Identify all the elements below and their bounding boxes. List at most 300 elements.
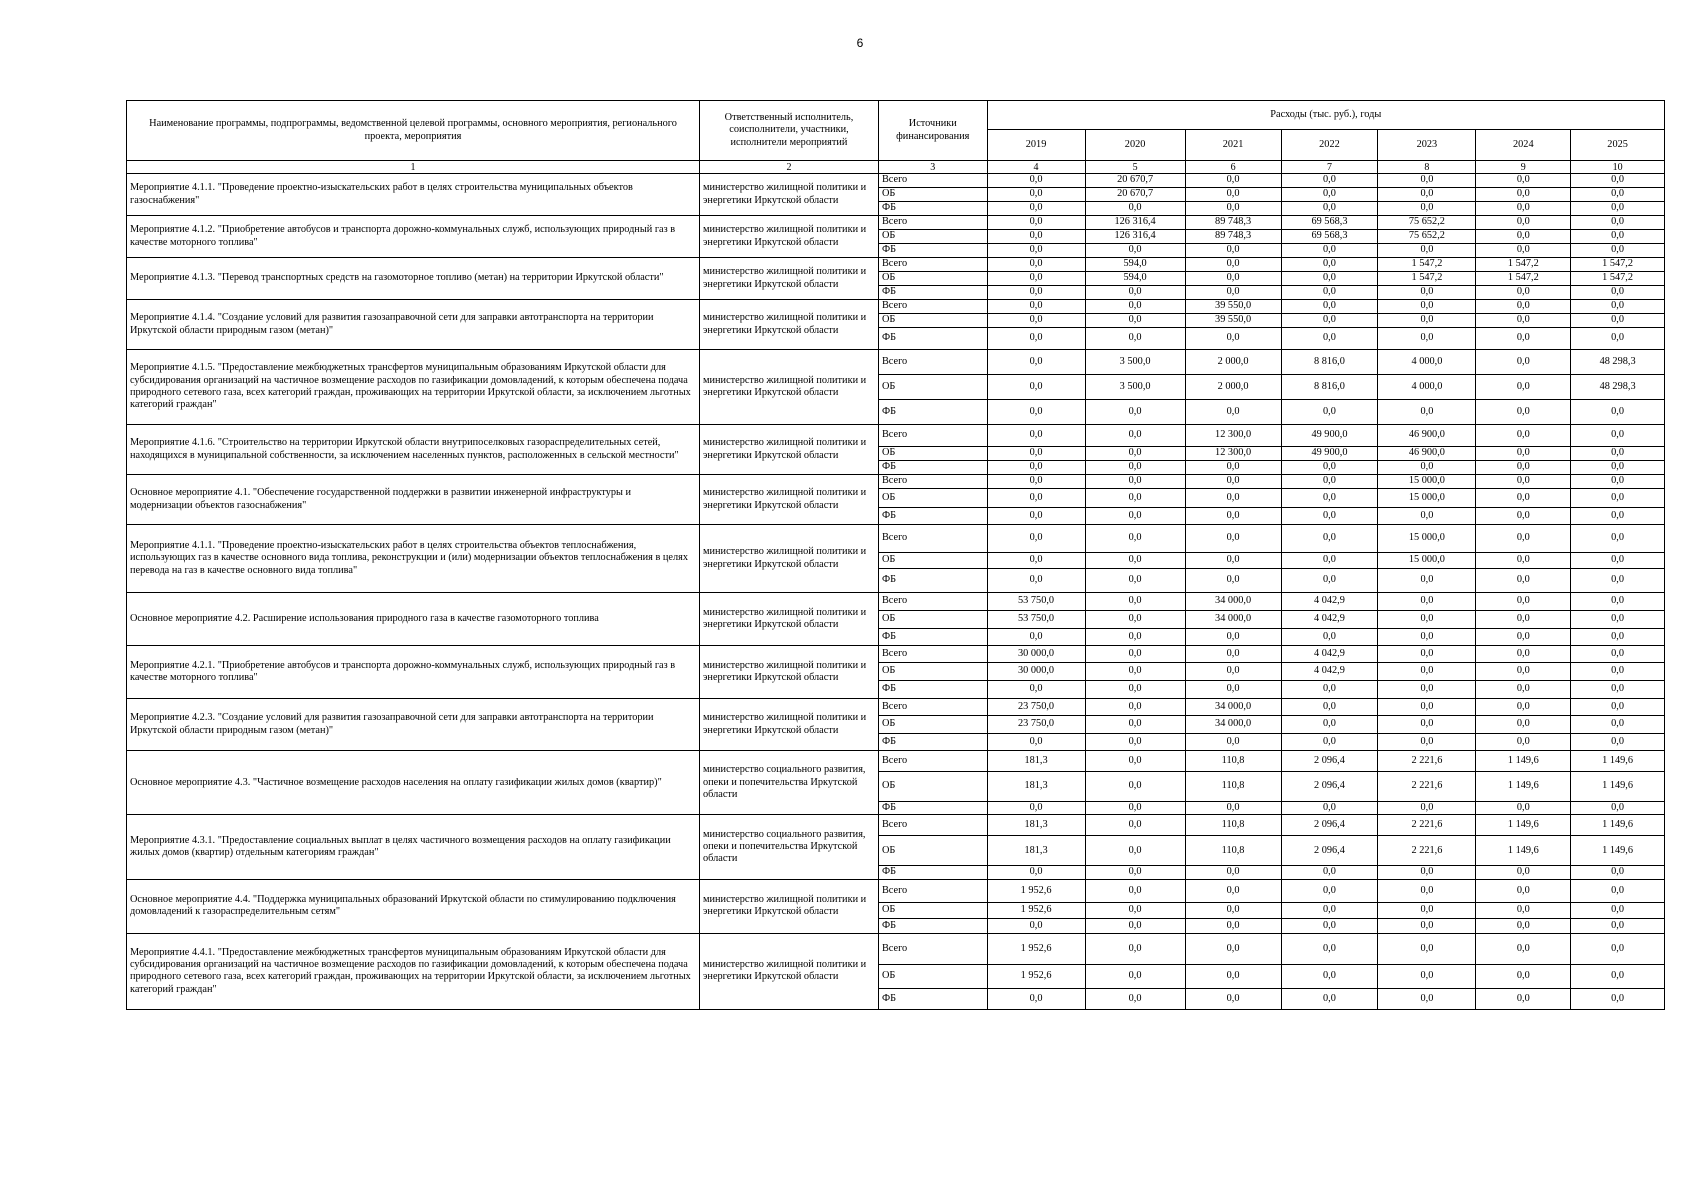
expense-value: 39 550,0	[1185, 300, 1281, 314]
expense-value: 0,0	[1378, 461, 1476, 475]
expense-value: 0,0	[1085, 300, 1185, 314]
expense-value: 49 900,0	[1281, 425, 1378, 447]
expense-value: 0,0	[1378, 286, 1476, 300]
column-number: 5	[1085, 161, 1185, 174]
expense-value: 0,0	[1476, 244, 1571, 258]
expense-value: 2 221,6	[1378, 815, 1476, 836]
expense-value: 0,0	[987, 461, 1085, 475]
responsible-executor: министерство жилищной политики и энергетики Иркутской области	[700, 699, 879, 751]
funding-source: ФБ	[878, 569, 987, 593]
column-number: 6	[1185, 161, 1281, 174]
expense-value: 0,0	[1571, 681, 1665, 699]
expense-value: 0,0	[1571, 569, 1665, 593]
expense-value: 0,0	[1476, 314, 1571, 328]
responsible-executor: министерство жилищной политики и энергетики Иркутской области	[700, 425, 879, 475]
expense-value: 23 750,0	[987, 716, 1085, 734]
funding-source: ОБ	[878, 272, 987, 286]
expense-value: 0,0	[1476, 611, 1571, 629]
expense-value: 0,0	[1378, 314, 1476, 328]
expense-value: 1 149,6	[1571, 772, 1665, 802]
expense-value: 0,0	[987, 350, 1085, 375]
expense-value: 0,0	[1185, 328, 1281, 350]
expense-value: 1 547,2	[1571, 272, 1665, 286]
expense-value: 0,0	[1185, 988, 1281, 1009]
expense-value: 0,0	[1185, 174, 1281, 188]
expense-value: 0,0	[1185, 902, 1281, 918]
expense-value: 0,0	[987, 447, 1085, 461]
expense-value: 0,0	[1085, 918, 1185, 933]
expense-value: 0,0	[1571, 629, 1665, 646]
expense-value: 0,0	[1281, 569, 1378, 593]
expense-value: 0,0	[1085, 508, 1185, 525]
expense-value: 0,0	[1476, 802, 1571, 815]
expense-value: 3 500,0	[1085, 375, 1185, 400]
table-row	[127, 350, 1665, 375]
funding-source: ОБ	[878, 716, 987, 734]
expense-value: 0,0	[1281, 300, 1378, 314]
expense-value: 0,0	[1476, 933, 1571, 964]
expense-value: 0,0	[1378, 593, 1476, 611]
expense-value: 20 670,7	[1085, 174, 1185, 188]
expense-value: 1 547,2	[1476, 258, 1571, 272]
responsible-executor: министерство жилищной политики и энергетики Иркутской области	[700, 300, 879, 350]
expense-value: 0,0	[1185, 244, 1281, 258]
expense-value: 1 547,2	[1378, 258, 1476, 272]
column-number: 2	[700, 161, 879, 174]
funding-source: ФБ	[878, 286, 987, 300]
expense-value: 15 000,0	[1378, 475, 1476, 489]
expense-value: 0,0	[1378, 244, 1476, 258]
expense-value: 0,0	[1085, 553, 1185, 569]
expense-value: 0,0	[1571, 902, 1665, 918]
expense-value: 0,0	[1476, 475, 1571, 489]
expense-value: 0,0	[1378, 918, 1476, 933]
expense-value: 0,0	[1281, 681, 1378, 699]
expense-value: 0,0	[987, 489, 1085, 508]
funding-source: ФБ	[878, 681, 987, 699]
expense-value: 0,0	[1476, 447, 1571, 461]
expense-value: 181,3	[987, 815, 1085, 836]
expense-value: 1 149,6	[1571, 836, 1665, 866]
expense-value: 0,0	[1378, 174, 1476, 188]
measure-name: Мероприятие 4.1.2. "Приобретение автобусов и транспорта дорожно-коммунальных служб, использующих природный газ в качестве моторного топлива"	[127, 216, 700, 258]
expense-value: 0,0	[987, 425, 1085, 447]
expense-value: 0,0	[1378, 611, 1476, 629]
expense-value: 0,0	[1571, 286, 1665, 300]
funding-source: ОБ	[878, 314, 987, 328]
expense-value: 0,0	[1571, 699, 1665, 716]
expense-value: 0,0	[1571, 475, 1665, 489]
expense-value: 0,0	[987, 508, 1085, 525]
expense-value: 0,0	[1085, 425, 1185, 447]
expense-value: 0,0	[1378, 508, 1476, 525]
expense-value: 0,0	[1476, 553, 1571, 569]
table-row	[127, 879, 1665, 902]
expense-value: 0,0	[987, 866, 1085, 879]
expense-value: 0,0	[1281, 988, 1378, 1009]
expense-value: 0,0	[1571, 663, 1665, 681]
measure-name: Мероприятие 4.1.1. "Проведение проектно-изыскательских работ в целях строительства муниципальных объектов газоснабжения"	[127, 174, 700, 216]
expense-value: 75 652,2	[1378, 230, 1476, 244]
expense-value: 0,0	[1281, 461, 1378, 475]
expense-value: 0,0	[1378, 879, 1476, 902]
expense-value: 2 000,0	[1185, 375, 1281, 400]
table-row	[127, 751, 1665, 772]
table-body	[127, 174, 1665, 1010]
expense-value: 0,0	[1571, 328, 1665, 350]
responsible-executor: министерство жилищной политики и энергетики Иркутской области	[700, 350, 879, 425]
expense-value: 89 748,3	[1185, 230, 1281, 244]
expense-value: 0,0	[1571, 933, 1665, 964]
expense-value: 49 900,0	[1281, 447, 1378, 461]
expense-value: 0,0	[987, 174, 1085, 188]
expense-value: 4 042,9	[1281, 593, 1378, 611]
responsible-executor: министерство жилищной политики и энергетики Иркутской области	[700, 216, 879, 258]
expense-value: 15 000,0	[1378, 525, 1476, 553]
expense-value: 0,0	[987, 328, 1085, 350]
expense-value: 0,0	[1281, 508, 1378, 525]
expense-value: 1 149,6	[1571, 815, 1665, 836]
funding-source: ОБ	[878, 663, 987, 681]
funding-source: Всего	[878, 699, 987, 716]
measure-name: Мероприятие 4.2.3. "Создание условий для развития газозаправочной сети для заправки автотранспорта на территории Иркутской области природным газом (метан)"	[127, 699, 700, 751]
expense-value: 0,0	[1571, 447, 1665, 461]
expense-value: 0,0	[1281, 489, 1378, 508]
expense-value: 30 000,0	[987, 646, 1085, 663]
expense-value: 0,0	[1185, 461, 1281, 475]
expense-value: 0,0	[1571, 646, 1665, 663]
expense-value: 15 000,0	[1378, 489, 1476, 508]
expense-value: 0,0	[1476, 174, 1571, 188]
expense-value: 0,0	[1281, 699, 1378, 716]
expense-value: 2 221,6	[1378, 836, 1476, 866]
expense-value: 0,0	[1476, 230, 1571, 244]
table-row	[127, 258, 1665, 272]
expense-value: 46 900,0	[1378, 425, 1476, 447]
expense-value: 110,8	[1185, 815, 1281, 836]
expense-value: 0,0	[1185, 188, 1281, 202]
expense-value: 126 316,4	[1085, 216, 1185, 230]
expense-value: 0,0	[1571, 314, 1665, 328]
measure-name: Основное мероприятие 4.3. "Частичное возмещение расходов населения на оплату газификации жилых домов (квартир)"	[127, 751, 700, 815]
expense-value: 0,0	[987, 802, 1085, 815]
expense-value: 0,0	[1281, 918, 1378, 933]
expense-value: 0,0	[1085, 569, 1185, 593]
funding-source: ОБ	[878, 902, 987, 918]
column-number: 4	[987, 161, 1085, 174]
responsible-executor: министерство жилищной политики и энергетики Иркутской области	[700, 475, 879, 525]
expense-value: 0,0	[987, 553, 1085, 569]
expense-value: 46 900,0	[1378, 447, 1476, 461]
expense-value: 0,0	[1281, 314, 1378, 328]
header-sources: Источники финансирования	[878, 101, 987, 161]
table-row	[127, 933, 1665, 964]
column-number: 9	[1476, 161, 1571, 174]
measure-name: Основное мероприятие 4.2. Расширение использования природного газа в качестве газомоторного топлива	[127, 593, 700, 646]
expense-value: 0,0	[987, 272, 1085, 286]
expense-value: 0,0	[1476, 202, 1571, 216]
expense-value: 0,0	[987, 569, 1085, 593]
responsible-executor: министерство жилищной политики и энергетики Иркутской области	[700, 174, 879, 216]
expense-value: 0,0	[987, 400, 1085, 425]
expense-value: 0,0	[1185, 202, 1281, 216]
expense-value: 1 149,6	[1476, 815, 1571, 836]
header-year: 2022	[1281, 130, 1378, 161]
expense-value: 0,0	[1185, 629, 1281, 646]
expense-value: 1 149,6	[1476, 772, 1571, 802]
expense-value: 0,0	[1476, 918, 1571, 933]
expense-value: 0,0	[1185, 286, 1281, 300]
expense-value: 4 000,0	[1378, 350, 1476, 375]
measure-name: Основное мероприятие 4.4. "Поддержка муниципальных образований Иркутской области по стимулированию подключения домовладений к газораспределительным сетям"	[127, 879, 700, 933]
expense-value: 0,0	[987, 300, 1085, 314]
expense-value: 0,0	[1571, 553, 1665, 569]
header-name: Наименование программы, подпрограммы, ведомственной целевой программы, основного мероприятия, регионального проекта, мероприятия	[127, 101, 700, 161]
funding-source: Всего	[878, 933, 987, 964]
expense-value: 0,0	[1185, 508, 1281, 525]
expense-value: 181,3	[987, 836, 1085, 866]
expense-value: 0,0	[1185, 569, 1281, 593]
funding-source: Всего	[878, 216, 987, 230]
expense-value: 0,0	[1378, 866, 1476, 879]
expense-value: 34 000,0	[1185, 593, 1281, 611]
expense-value: 0,0	[1571, 216, 1665, 230]
table-row	[127, 525, 1665, 553]
expense-value: 0,0	[1085, 328, 1185, 350]
expense-value: 0,0	[1378, 188, 1476, 202]
expense-value: 0,0	[1185, 933, 1281, 964]
expense-value: 48 298,3	[1571, 375, 1665, 400]
funding-source: ФБ	[878, 508, 987, 525]
expense-value: 0,0	[1085, 461, 1185, 475]
expense-value: 0,0	[987, 216, 1085, 230]
expense-value: 12 300,0	[1185, 447, 1281, 461]
expense-value: 0,0	[1185, 553, 1281, 569]
expense-value: 0,0	[987, 230, 1085, 244]
expense-value: 0,0	[1085, 964, 1185, 988]
expense-value: 0,0	[1085, 751, 1185, 772]
expense-value: 0,0	[1185, 489, 1281, 508]
expense-value: 69 568,3	[1281, 230, 1378, 244]
expense-value: 4 042,9	[1281, 646, 1378, 663]
expense-value: 15 000,0	[1378, 553, 1476, 569]
funding-source: Всего	[878, 425, 987, 447]
expense-value: 2 221,6	[1378, 751, 1476, 772]
expense-value: 0,0	[1378, 300, 1476, 314]
expense-value: 0,0	[1085, 699, 1185, 716]
funding-source: ОБ	[878, 553, 987, 569]
expense-value: 0,0	[1085, 593, 1185, 611]
expense-value: 1 547,2	[1476, 272, 1571, 286]
expense-value: 0,0	[1085, 447, 1185, 461]
expense-value: 110,8	[1185, 751, 1281, 772]
expense-value: 0,0	[1185, 879, 1281, 902]
expense-value: 0,0	[1185, 525, 1281, 553]
expense-value: 0,0	[1281, 866, 1378, 879]
header-expenses: Расходы (тыс. руб.), годы	[987, 101, 1664, 130]
expense-value: 1 547,2	[1378, 272, 1476, 286]
expense-value: 0,0	[1185, 802, 1281, 815]
funding-source: Всего	[878, 593, 987, 611]
header-year: 2024	[1476, 130, 1571, 161]
funding-source: ФБ	[878, 866, 987, 879]
column-number: 10	[1571, 161, 1665, 174]
expense-value: 0,0	[1085, 866, 1185, 879]
funding-source: ОБ	[878, 375, 987, 400]
expense-value: 4 000,0	[1378, 375, 1476, 400]
expense-value: 0,0	[1571, 244, 1665, 258]
expense-value: 110,8	[1185, 772, 1281, 802]
table-row	[127, 300, 1665, 314]
funding-source: Всего	[878, 751, 987, 772]
expense-value: 1 547,2	[1571, 258, 1665, 272]
expense-value: 34 000,0	[1185, 716, 1281, 734]
funding-source: ФБ	[878, 918, 987, 933]
expense-value: 0,0	[1476, 716, 1571, 734]
table-row	[127, 815, 1665, 836]
funding-source: Всего	[878, 350, 987, 375]
expense-value: 2 096,4	[1281, 836, 1378, 866]
expense-value: 0,0	[1085, 879, 1185, 902]
expense-value: 0,0	[987, 681, 1085, 699]
table-row	[127, 475, 1665, 489]
expense-value: 2 096,4	[1281, 815, 1378, 836]
expense-value: 0,0	[1281, 475, 1378, 489]
funding-source: ФБ	[878, 244, 987, 258]
expense-value: 0,0	[1378, 629, 1476, 646]
expense-value: 0,0	[1476, 350, 1571, 375]
expense-value: 0,0	[1185, 866, 1281, 879]
expense-value: 0,0	[1281, 902, 1378, 918]
expense-value: 0,0	[1085, 489, 1185, 508]
expense-value: 0,0	[1378, 202, 1476, 216]
expense-value: 0,0	[1476, 489, 1571, 508]
expense-value: 0,0	[1571, 802, 1665, 815]
expense-value: 0,0	[1378, 646, 1476, 663]
expense-value: 1 149,6	[1476, 751, 1571, 772]
expense-value: 0,0	[1185, 258, 1281, 272]
expense-value: 69 568,3	[1281, 216, 1378, 230]
expense-value: 0,0	[1476, 699, 1571, 716]
expense-value: 0,0	[987, 258, 1085, 272]
expense-value: 0,0	[1571, 202, 1665, 216]
table-row	[127, 593, 1665, 611]
expense-value: 1 952,6	[987, 933, 1085, 964]
expense-value: 0,0	[987, 525, 1085, 553]
table-row	[127, 699, 1665, 716]
expense-value: 0,0	[1571, 174, 1665, 188]
expense-value: 4 042,9	[1281, 663, 1378, 681]
expense-value: 0,0	[1281, 802, 1378, 815]
expense-value: 0,0	[1378, 328, 1476, 350]
expense-value: 0,0	[1085, 611, 1185, 629]
expense-value: 0,0	[1185, 681, 1281, 699]
expense-value: 0,0	[1476, 866, 1571, 879]
expense-value: 2 221,6	[1378, 772, 1476, 802]
expense-value: 0,0	[987, 375, 1085, 400]
funding-source: ФБ	[878, 629, 987, 646]
expense-value: 0,0	[1476, 461, 1571, 475]
expense-value: 0,0	[1085, 286, 1185, 300]
measure-name: Основное мероприятие 4.1. "Обеспечение государственной поддержки в развитии инженерной инфраструктуры и модернизации объектов газоснабжения"	[127, 475, 700, 525]
budget-table	[126, 100, 1665, 1010]
expense-value: 0,0	[1476, 425, 1571, 447]
expense-value: 2 000,0	[1185, 350, 1281, 375]
funding-source: Всего	[878, 646, 987, 663]
responsible-executor: министерство жилищной политики и энергетики Иркутской области	[700, 879, 879, 933]
expense-value: 0,0	[1571, 593, 1665, 611]
expense-value: 2 096,4	[1281, 751, 1378, 772]
funding-source: ОБ	[878, 964, 987, 988]
expense-value: 0,0	[1281, 258, 1378, 272]
expense-value: 0,0	[1281, 202, 1378, 216]
expense-value: 0,0	[987, 314, 1085, 328]
expense-value: 0,0	[1281, 525, 1378, 553]
funding-source: ФБ	[878, 400, 987, 425]
expense-value: 594,0	[1085, 258, 1185, 272]
funding-source: ФБ	[878, 988, 987, 1009]
expense-value: 0,0	[1571, 866, 1665, 879]
expense-value: 0,0	[1185, 272, 1281, 286]
expense-value: 0,0	[1185, 475, 1281, 489]
column-number: 3	[878, 161, 987, 174]
expense-value: 0,0	[1571, 300, 1665, 314]
expense-value: 0,0	[1085, 475, 1185, 489]
expense-value: 0,0	[1476, 681, 1571, 699]
expense-value: 0,0	[1378, 902, 1476, 918]
expense-value: 0,0	[1571, 525, 1665, 553]
responsible-executor: министерство жилищной политики и энергетики Иркутской области	[700, 593, 879, 646]
expense-value: 48 298,3	[1571, 350, 1665, 375]
expense-value: 0,0	[1476, 734, 1571, 751]
expense-value: 0,0	[1571, 611, 1665, 629]
expense-value: 0,0	[987, 734, 1085, 751]
expense-value: 0,0	[1571, 734, 1665, 751]
page-number: 6	[856, 36, 864, 50]
expense-value: 0,0	[1476, 988, 1571, 1009]
expense-value: 0,0	[1085, 646, 1185, 663]
measure-name: Мероприятие 4.2.1. "Приобретение автобусов и транспорта дорожно-коммунальных служб, использующих природный газ в качестве моторного топлива"	[127, 646, 700, 699]
expense-value: 0,0	[1185, 663, 1281, 681]
expense-value: 0,0	[1281, 964, 1378, 988]
table-row	[127, 425, 1665, 447]
funding-source: Всего	[878, 258, 987, 272]
expense-value: 1 149,6	[1476, 836, 1571, 866]
expense-value: 0,0	[1085, 202, 1185, 216]
expense-value: 0,0	[1476, 964, 1571, 988]
expense-value: 0,0	[1476, 629, 1571, 646]
expense-value: 2 096,4	[1281, 772, 1378, 802]
expense-value: 1 952,6	[987, 902, 1085, 918]
expense-value: 0,0	[1281, 244, 1378, 258]
expense-value: 0,0	[1476, 902, 1571, 918]
expense-value: 0,0	[1281, 716, 1378, 734]
expense-value: 34 000,0	[1185, 611, 1281, 629]
expense-value: 0,0	[1085, 988, 1185, 1009]
expense-value: 0,0	[1281, 879, 1378, 902]
funding-source: ОБ	[878, 836, 987, 866]
expense-value: 0,0	[1476, 879, 1571, 902]
expense-value: 181,3	[987, 772, 1085, 802]
header-year: 2025	[1571, 130, 1665, 161]
header-year: 2023	[1378, 130, 1476, 161]
expense-value: 34 000,0	[1185, 699, 1281, 716]
funding-source: ОБ	[878, 489, 987, 508]
expense-value: 0,0	[1378, 988, 1476, 1009]
expense-value: 53 750,0	[987, 611, 1085, 629]
column-number: 8	[1378, 161, 1476, 174]
funding-source: Всего	[878, 525, 987, 553]
